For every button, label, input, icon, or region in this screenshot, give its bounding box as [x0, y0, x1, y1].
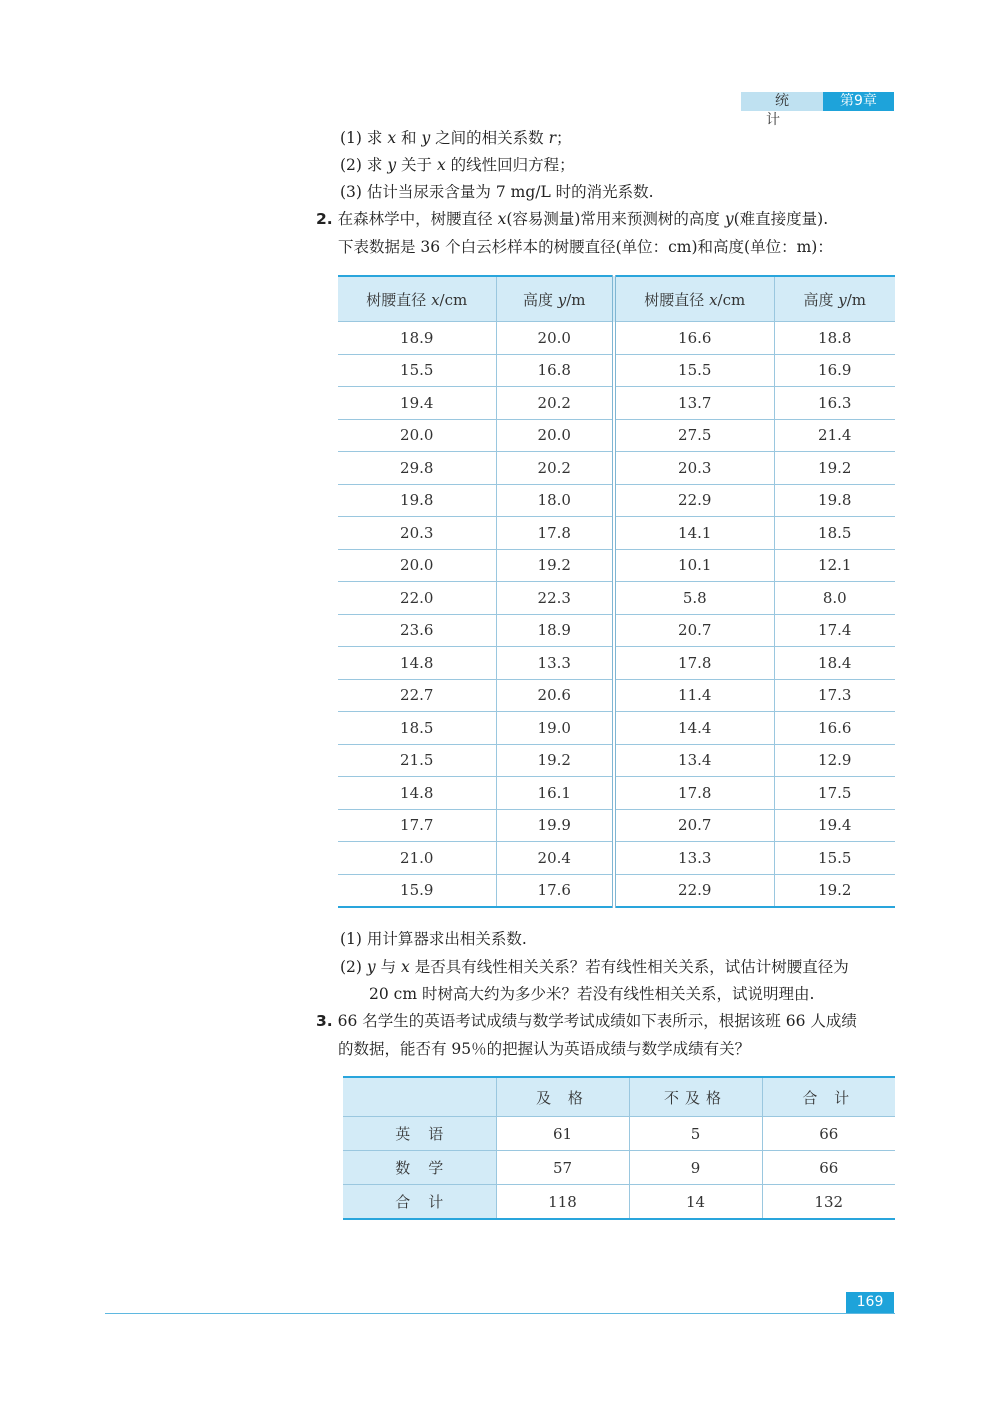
table-cell: 20.2 [496, 387, 614, 420]
table-cell: 19.9 [496, 809, 614, 842]
table-cell: 20.3 [338, 517, 496, 550]
table-cell: 16.1 [496, 777, 614, 810]
table-cell: 14.8 [338, 777, 496, 810]
problem2-part2 [340, 956, 849, 978]
tree-data-table [338, 275, 895, 908]
table-cell: 20.7 [614, 809, 774, 842]
problem2-line2: 下表数据是 36 个白云杉样本的树腰直径(单位：cm)和高度(单位：m)： [338, 238, 833, 256]
table-cell: 14.4 [614, 712, 774, 745]
table-cell: 20.3 [614, 452, 774, 485]
table-cell: 8.0 [774, 582, 895, 615]
problem2-line1 [316, 208, 828, 230]
table-cell: 20.2 [496, 452, 614, 485]
table-cell: 9 [629, 1151, 762, 1185]
table-cell: 27.5 [614, 419, 774, 452]
text: 在森林学中，树腰直径 [337, 210, 498, 228]
header-cell: 及 格 [496, 1077, 629, 1117]
table-cell: 17.8 [614, 777, 774, 810]
table-cell: 18.9 [496, 614, 614, 647]
table-cell: 16.9 [774, 354, 895, 387]
table-cell: 16.6 [774, 712, 895, 745]
text: ； [556, 129, 572, 147]
table-cell: 18.9 [338, 322, 496, 355]
table-row [338, 517, 895, 550]
table-cell: 18.5 [774, 517, 895, 550]
table-row [338, 712, 895, 745]
table-row [338, 874, 895, 907]
table-row [338, 484, 895, 517]
table-row [338, 744, 895, 777]
table-cell: 14.1 [614, 517, 774, 550]
table-cell: 20.4 [496, 842, 614, 875]
table-cell: 14.8 [338, 647, 496, 680]
variable: r [548, 129, 556, 147]
table-cell: 19.2 [774, 874, 895, 907]
table-cell: 22.9 [614, 874, 774, 907]
table-cell: 66 [762, 1151, 895, 1185]
table-cell: 17.4 [774, 614, 895, 647]
text: 和 [396, 129, 422, 147]
table-cell: 22.3 [496, 582, 614, 615]
text: (难直接度量). [733, 210, 829, 228]
table-cell: 13.3 [614, 842, 774, 875]
chapter-title: 统 计 [741, 92, 823, 111]
table-cell: 14 [629, 1185, 762, 1220]
variable: x [436, 156, 446, 174]
table-cell: 17.3 [774, 679, 895, 712]
text: 关于 [396, 156, 437, 174]
table-cell: 20.7 [614, 614, 774, 647]
table-row [338, 842, 895, 875]
header-cell: 合 计 [762, 1077, 895, 1117]
table-cell: 12.9 [774, 744, 895, 777]
table-row [338, 809, 895, 842]
table-cell: 118 [496, 1185, 629, 1220]
table-row [338, 614, 895, 647]
table-cell: 29.8 [338, 452, 496, 485]
text: 求 [366, 156, 388, 174]
table-cell: 20.0 [338, 419, 496, 452]
text: 是否具有线性相关关系？若有线性相关关系，试估计树腰直径为 [409, 958, 849, 976]
table-cell: 12.1 [774, 549, 895, 582]
table-row [343, 1117, 895, 1151]
table-cell: 17.8 [614, 647, 774, 680]
variable: x [387, 129, 397, 147]
table-row [338, 419, 895, 452]
table-cell: 19.8 [774, 484, 895, 517]
header-cell: 树腰直径 x/cm [338, 276, 496, 322]
problem2-part2-cont: 20 cm 时树高大约为多少米？若没有线性相关关系，试说明理由. [369, 985, 815, 1003]
problem2-part1: (1) 用计算器求出相关系数. [340, 930, 527, 948]
table-row [338, 322, 895, 355]
row-header: 英语 [343, 1117, 496, 1151]
problem1-part3 [340, 181, 654, 203]
table-cell: 16.8 [496, 354, 614, 387]
row-header: 合计 [343, 1185, 496, 1220]
grades-table [343, 1076, 895, 1220]
table-cell: 19.4 [774, 809, 895, 842]
table-cell: 17.5 [774, 777, 895, 810]
part-number: (2) [340, 156, 362, 174]
table-cell: 61 [496, 1117, 629, 1151]
variable: x [401, 958, 410, 976]
table-cell: 19.8 [338, 484, 496, 517]
text: (容易测量)常用来预测树的高度 [506, 210, 725, 228]
variable: y [724, 210, 734, 228]
table-cell: 13.3 [496, 647, 614, 680]
table-cell: 15.9 [338, 874, 496, 907]
table-cell: 22.9 [614, 484, 774, 517]
table-cell: 16.6 [614, 322, 774, 355]
header-cell: 高度 y/m [774, 276, 895, 322]
table-cell: 19.2 [496, 549, 614, 582]
table-header-row [343, 1077, 895, 1117]
table-cell: 13.7 [614, 387, 774, 420]
variable: x [497, 210, 507, 228]
table-cell: 18.8 [774, 322, 895, 355]
text: 的线性回归方程； [445, 156, 575, 174]
problem3-line2: 的数据，能否有 95％的把握认为英语成绩与数学成绩有关？ [338, 1040, 751, 1058]
table-row [338, 582, 895, 615]
table-row [338, 354, 895, 387]
table-cell: 10.1 [614, 549, 774, 582]
table-cell: 21.0 [338, 842, 496, 875]
table-cell: 21.5 [338, 744, 496, 777]
header-cell: 不及格 [629, 1077, 762, 1117]
variable: y [366, 958, 376, 976]
part-number: (2) [340, 958, 367, 976]
table-cell: 20.0 [496, 322, 614, 355]
table-cell: 20.0 [338, 549, 496, 582]
problem1-part1 [340, 127, 572, 149]
text: 估计当尿汞含量为 7 mg/L 时的消光系数. [366, 183, 654, 201]
table-row [338, 452, 895, 485]
variable: y [421, 129, 431, 147]
header-cell: 树腰直径 x/cm [614, 276, 774, 322]
text: 与 [375, 958, 402, 976]
part-number: (1) [340, 129, 362, 147]
chapter-label: 第9章 [823, 92, 894, 111]
table-cell: 15.5 [614, 354, 774, 387]
table-cell: 11.4 [614, 679, 774, 712]
table-cell: 20.0 [496, 419, 614, 452]
text: 66 名学生的英语考试成绩与数学考试成绩如下表所示，根据该班 66 人成绩 [337, 1012, 857, 1030]
table-row [338, 777, 895, 810]
table-cell: 16.3 [774, 387, 895, 420]
table-cell: 5 [629, 1117, 762, 1151]
problem-number: 2. [316, 210, 333, 228]
chapter-header [741, 92, 894, 128]
problem3-line1 [316, 1010, 857, 1032]
table-row [338, 387, 895, 420]
header-cell [343, 1077, 496, 1117]
variable: y [387, 156, 397, 174]
header-cell: 高度 y/m [496, 276, 614, 322]
table-cell: 15.5 [338, 354, 496, 387]
table-cell: 19.0 [496, 712, 614, 745]
text: 求 [366, 129, 388, 147]
part-number: (3) [340, 183, 362, 201]
table-cell: 20.6 [496, 679, 614, 712]
text: 之间的相关系数 [430, 129, 549, 147]
page-number: 169 [846, 1292, 894, 1313]
table-cell: 66 [762, 1117, 895, 1151]
table-cell: 19.2 [496, 744, 614, 777]
table-cell: 19.2 [774, 452, 895, 485]
problem-number: 3. [316, 1012, 333, 1030]
table-cell: 19.4 [338, 387, 496, 420]
table-row [338, 647, 895, 680]
table-cell: 21.4 [774, 419, 895, 452]
table-row [338, 549, 895, 582]
table-cell: 5.8 [614, 582, 774, 615]
footer-rule [105, 1313, 895, 1314]
row-header: 数学 [343, 1151, 496, 1185]
table-cell: 17.6 [496, 874, 614, 907]
table-header-row [338, 276, 895, 322]
table-cell: 17.7 [338, 809, 496, 842]
table-cell: 18.4 [774, 647, 895, 680]
table-cell: 15.5 [774, 842, 895, 875]
table-cell: 57 [496, 1151, 629, 1185]
table-row [343, 1151, 895, 1185]
table-cell: 18.5 [338, 712, 496, 745]
table-cell: 13.4 [614, 744, 774, 777]
table-cell: 17.8 [496, 517, 614, 550]
table-row [343, 1185, 895, 1220]
table-row [338, 679, 895, 712]
table-cell: 23.6 [338, 614, 496, 647]
problem1-part2 [340, 154, 575, 176]
table-cell: 132 [762, 1185, 895, 1220]
table-cell: 22.7 [338, 679, 496, 712]
table-cell: 18.0 [496, 484, 614, 517]
table-cell: 22.0 [338, 582, 496, 615]
